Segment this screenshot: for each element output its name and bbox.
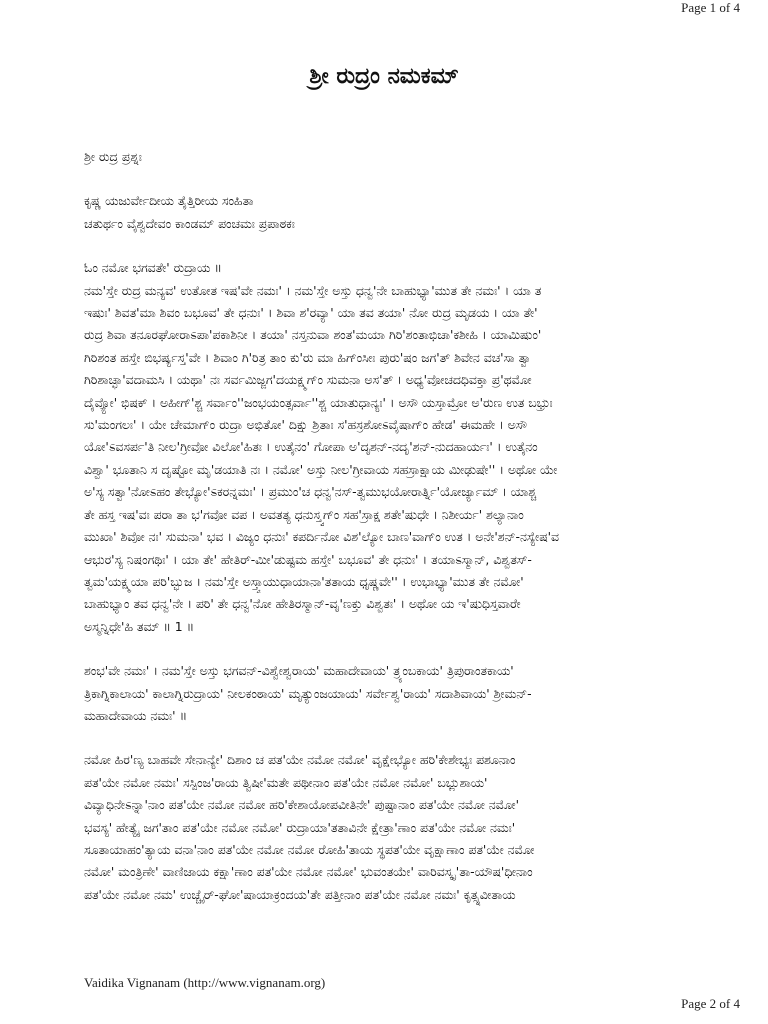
verse-line: ಪತ'ಯೇ ನಮೋ ನಮ' ಉಚ್ಚೈರ್-ಘೋ'ಷಾಯಾಕ್ರಂದಯ'ತೇ ಪತ್ತೀನಾಂ ಪತ'ಯೇ ನಮೋ ನಮಃ' ಕೃತ್ಸ್ನವೀತಾಯ: [84, 886, 516, 902]
verse-line: ಪತ'ಯೇ ನಮೋ ನಮಃ' ಸಸ್ಪಿಂಜ'ರಾಯ ತ್ವಿಷೀ'ಮತೇ ಪಥೀನಾಂ ಪತ'ಯೇ ನಮೋ ನಮೋ' ಬಭ್ಲುಶಾಯ': [84, 774, 488, 790]
verse-line: ನಮ'ಸ್ತೇ ರುದ್ರ ಮನ್ಯವ' ಉತೋತ ಇಷ'ವೇ ನಮಃ' । ನಮ'ಸ್ತೇ ಅಸ್ತು ಧನ್ವ'ನೇ ಬಾಹುಭ್ಯಾ'ಮುತ ತೇ ನಮಃ' । ಯಾ ತ: [84, 282, 542, 298]
verse-line: ನಮೋ ಹಿರ'ಣ್ಯ ಬಾಹವೇ ಸೇನಾನ್ಯೇ' ದಿಶಾಂ ಚ ಪತ'ಯೇ ನಮೋ ನಮೋ' ವೃಕ್ಷೇಭ್ಯೋ ಹರಿ'ಕೇಶೇಭ್ಯಃ ಪಶೂನಾಂ: [84, 752, 516, 768]
invocation-line: ಓಂ ನಮೋ ಭಗವತೇ' ರುದ್ರಾಯ ॥: [84, 260, 222, 276]
verse-line: ಮುಖಾ' ಶಿವೋ ನಃ' ಸುಮನಾ' ಭವ । ವಿಜ್ಯಂ ಧನುಃ' ಕಪರ್ದಿನೋ ವಿಶ'ಲ್ಯೋ ಬಾಣ'ವಾಗ್ಂ ಉತ । ಅನೇ'ಶನ್-ನಸ್ಯೇಷ'ವ: [84, 529, 559, 545]
verse-line: ಸೂತಾಯಾಹಂ'ತ್ಯಾಯ ವನಾ'ನಾಂ ಪತ'ಯೇ ನಮೋ ನಮೋ ರೋಹಿ'ತಾಯ ಸ್ಥಪತ'ಯೇ ವೃಕ್ಷಾಣಾಂ ಪತ'ಯೇ ನಮೋ: [84, 841, 535, 857]
source-line: ಕೃಷ್ಣ ಯಜುರ್ವೇದೀಯ ತೈತ್ತಿರೀಯ ಸಂಹಿತಾ: [84, 193, 254, 209]
verse-line: ಅ'ಸ್ಯ ಸತ್ವಾ'ನೋಽಹಂ ತೇಭ್ಯೋ'ಽಕರನ್ನಮಃ' । ಪ್ರಮುಂ'ಚ ಧನ್ವ'ನಸ್-ತ್ವಮುಭಯೋರಾರ್ತ್ನಿ'ಯೋರ್ಜ್ಯಾಮ್ । ಯಾಶ್ಚ: [84, 484, 537, 500]
verse-line: ಬಾಹುಭ್ಯಾಂ ತವ ಧನ್ವ'ನೇ । ಪರಿ' ತೇ ಧನ್ವ'ನೋ ಹೇತಿರಸ್ಮಾನ್-ವೃ'ಣಕ್ತು ವಿಶ್ವತಃ' । ಅಥೋ ಯ ಇ'ಷುಧಿಸ್ತವಾರೇ: [84, 596, 521, 612]
verse-line: ಭವಸ್ಯ' ಹೇತ್ಯೈ ಜಗ'ತಾಂ ಪತ'ಯೇ ನಮೋ ನಮೋ' ರುದ್ರಾಯಾ'ತತಾವಿನೇ ಕ್ಷೇತ್ರಾ'ಣಾಂ ಪತ'ಯೇ ನಮೋ ನಮಃ': [84, 819, 516, 835]
page-number-top: Page 1 of 4: [681, 0, 740, 15]
shambhave-text: [84, 660, 694, 727]
source-lines: [84, 190, 694, 235]
verse-line: ಶಂಭ'ವೇ ನಮಃ' । ನಮ'ಸ್ತೇ ಅಸ್ತು ಭಗವನ್-ವಿಶ್ವೇಶ್ವರಾಯ' ಮಹಾದೇವಾಯ' ತ್ರ್ಯಂಬಕಾಯ' ತ್ರಿಪುರಾಂತಕಾಯ': [84, 663, 514, 679]
verse-line: ದೈವ್ಯೋ' ಭಿಷಕ್ । ಅಹೀಗ್'ಶ್ಚ ಸರ್ವಾಂ''ಜಂಭಯಂತ್ಸರ್ವಾ''ಶ್ಚ ಯಾತುಧಾನ್ಯಃ' । ಅಸೌ ಯಸ್ತಾಮ್ರೋ ಅ'ರುಣ ಉತ ಬಭ್ರುಃ: [84, 394, 553, 410]
verse-line: ಅಸ್ಮನ್ನಿಧೇ'ಹಿ ತಮ್ ॥ 1 ॥: [84, 618, 195, 634]
verse-line: ವಿವ್ಯಾಧಿನೇಽನ್ನಾ'ನಾಂ ಪತ'ಯೇ ನಮೋ ನಮೋ ಹರಿ'ಕೇಶಾಯೋಪವೀತಿನೇ' ಪುಷ್ಟಾನಾಂ ಪತ'ಯೇ ನಮೋ ನಮೋ': [84, 797, 520, 813]
verse-line: ತ್ರಿಕಾಗ್ನಿಕಾಲಾಯ' ಕಾಲಾಗ್ನಿರುದ್ರಾಯ' ನೀಲಕಂಠಾಯ' ಮೃತ್ಯುಂಜಯಾಯ' ಸರ್ವೇಶ್ವ'ರಾಯ' ಸದಾಶಿವಾಯ' ಶ್ರೀಮನ್-: [84, 685, 532, 701]
page-number-bottom: Page 2 of 4: [681, 996, 740, 1011]
verse-line: ತ್ವಮ'ಯಕ್ಷ್ಮಯಾ ಪರಿ'ಬ್ಭುಜ । ನಮ'ಸ್ತೇ ಅಸ್ತ್ವಾಯುಧಾಯಾನಾ'ತತಾಯ ಧೃಷ್ಣವೇ'' । ಉಭಾಭ್ಯಾ'ಮುತ ತೇ ನಮೋ': [84, 573, 524, 589]
verse-line: ರುದ್ರ ಶಿವಾ ತನೂರಘೋರಾಽಪಾ'ಪಕಾಶಿನೀ । ತಯಾ' ನಸ್ತನುವಾ ಶಂತ'ಮಯಾ ಗಿರಿ'ಶಂತಾಭಿಚಾ'ಕಶೀಹಿ । ಯಾಮಿಷುಂ': [84, 327, 542, 343]
verse-line: ಗಿರಿಶಂತ ಹಸ್ತೇ ಬಿಭರ್ಷ್ಯಸ್ತ'ವೇ । ಶಿವಾಂ ಗಿ'ರಿತ್ರ ತಾಂ ಕು'ರು ಮಾ ಹಿಗ್ಂಸೀಃ ಪುರು'ಷಂ ಜಗ'ತ್ ಶಿವೇನ ವಚ'ಸಾ ತ್ವಾ: [84, 349, 532, 365]
source-line: ಚತುರ್ಥಂ ವೈಶ್ವದೇವಂ ಕಾಂಡಮ್ ಪಂಚಮಃ ಪ್ರಪಾಠಕಃ: [84, 215, 295, 231]
footer-credit: Vaidika Vignanam (http://www.vignanam.org): [84, 975, 326, 990]
verse-line: ವಿಶ್ವಾ' ಭೂತಾನಿ ಸ ದೃಷ್ಟೋ ಮೃ'ಡಯಾತಿ ನಃ । ನಮೋ' ಅಸ್ತು ನೀಲ'ಗ್ರೀವಾಯ ಸಹಸ್ರಾಕ್ಷಾಯ ಮೀಢುಷೇ'' । ಅಥೋ ಯೇ: [84, 461, 558, 477]
verse-line: ಮಹಾದೇವಾಯ ನಮಃ' ॥: [84, 707, 188, 723]
verse-line: ಗಿರಿಶಾಚ್ಛಾ'ವದಾಮಸಿ । ಯಥಾ' ನಃ ಸರ್ವಮಿಜ್ಜಗ'ದಯಕ್ಷ್ಮಗ್ಂ ಸುಮನಾ ಅಸ'ತ್ । ಅಧ್ಯ'ವೋಚದಧಿವಕ್ತಾ ಪ್ರ'ಥಮೋ: [84, 372, 532, 388]
verse-line: ಸು'ಮಂಗಲಃ' । ಯೇ ಚೇಮಾಗ್ಂ ರುದ್ರಾ ಅಭಿತೋ' ದಿಕ್ಷು ಶ್ರಿತಾಃ ಸ'ಹಸ್ರಶೋಽವೈಷಾಗ್ಂ ಹೇಡ' ಈಮಹೇ । ಅಸೌ: [84, 417, 527, 433]
verse-line: ಇಷುಃ' ಶಿವತ'ಮಾ ಶಿವಂ ಬಭೂವ' ತೇ ಧನುಃ' । ಶಿವಾ ಶ'ರವ್ಯಾ' ಯಾ ತವ ತಯಾ' ನೋ ರುದ್ರ ಮೃಡಯ । ಯಾ ತೇ': [84, 305, 538, 321]
verse-line: ನಮೋ' ಮಂತ್ರಿಣೇ' ವಾಣಿಜಾಯ ಕಕ್ಷಾ'ಣಾಂ ಪತ'ಯೇ ನಮೋ ನಮೋ' ಭುವಂತಯೇ' ವಾರಿವಸ್ಕೃ'ತಾ-ಯೌಷ'ಧೀನಾಂ: [84, 864, 533, 880]
anuvaka-2-text: [84, 749, 694, 906]
anuvaka-1-text: [84, 280, 694, 639]
verse-line: ತೇ ಹಸ್ತ ಇಷ'ವಃ ಪರಾ ತಾ ಭ'ಗವೋ ವಪ । ಅವತತ್ಯ ಧನುಸ್ತ್ವಗ್ಂ ಸಹ'ಸ್ರಾಕ್ಷ ಶತೇ'ಷುಧೇ । ನಿಶೀರ್ಯ' ಶಲ್ಯಾನಾಂ: [84, 506, 524, 522]
document-body: [84, 146, 694, 906]
section-heading: ಶ್ರೀ ರುದ್ರ ಪ್ರಶ್ನಃ: [84, 149, 142, 164]
verse-line: ಯೋ'ಽವಸರ್ಪ'ತಿ ನೀಲ'ಗ್ರೀವೋ ವಿಲೋ'ಹಿತಃ । ಉತೈನಂ' ಗೋಪಾ ಅ'ದೃಶನ್-ನದೃ'ಶನ್-ನುದಹಾರ್ಯಃ' । ಉತೈನಂ: [84, 439, 538, 455]
page-title: ಶ್ರೀ ರುದ್ರಂ ನಮಕಮ್: [309, 64, 459, 89]
verse-line: ಆಭುರ'ಸ್ಯ ನಿಷಂಗಥಿಃ' । ಯಾ ತೇ' ಹೇತಿರ್-ಮೀ'ಡುಷ್ಟಮ ಹಸ್ತೇ' ಬಭೂವ' ತೇ ಧನುಃ' । ತಯಾಽಸ್ಮಾನ್, ವಿಶ್ವತಸ್-: [84, 551, 532, 567]
